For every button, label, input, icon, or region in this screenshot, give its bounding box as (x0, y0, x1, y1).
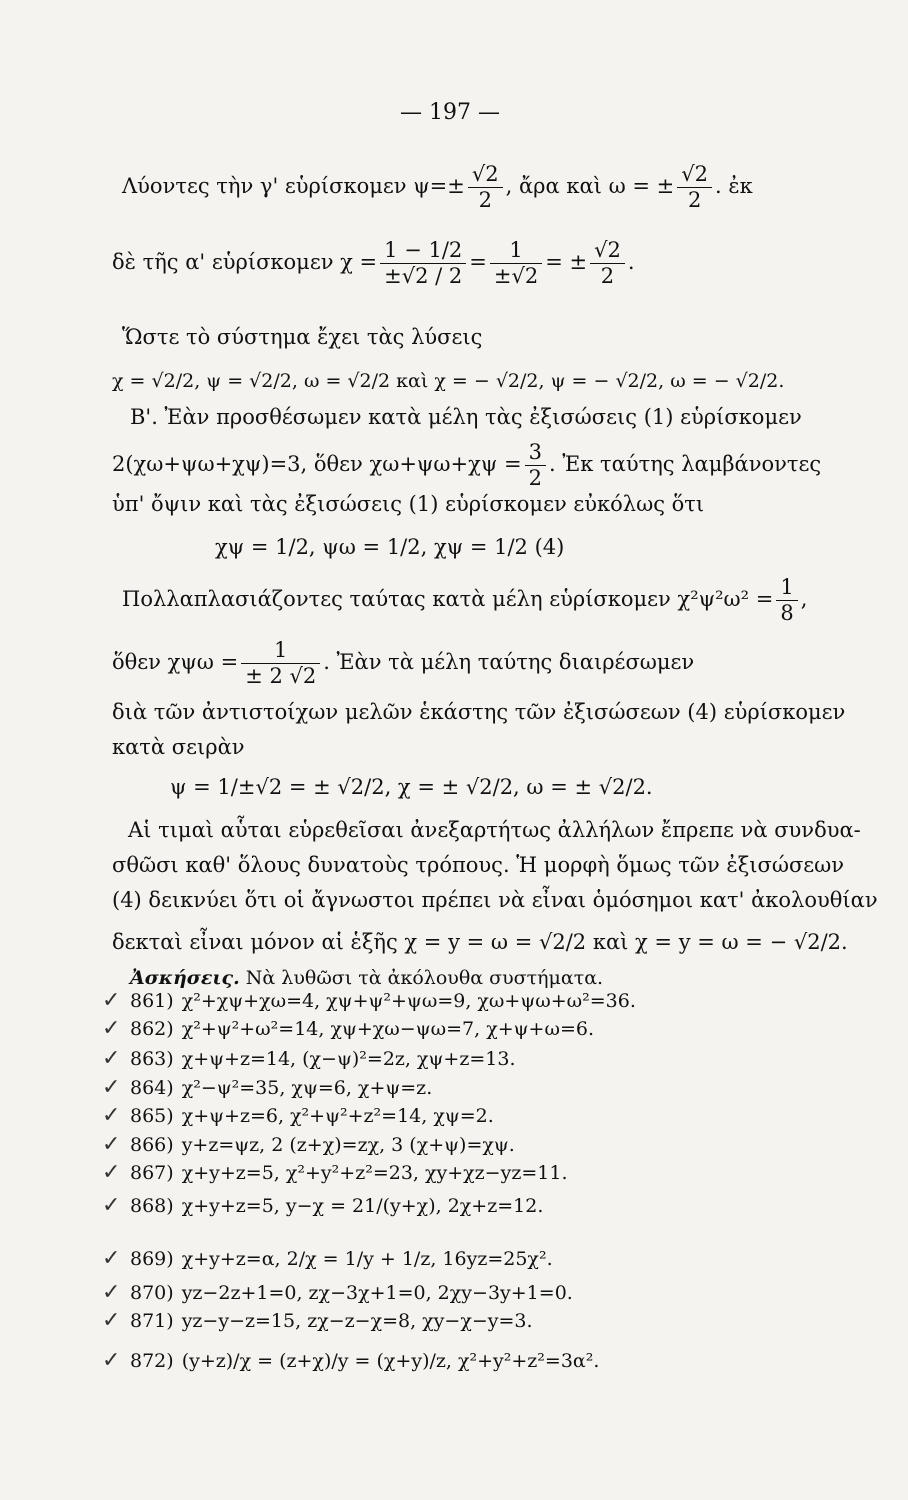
exercise-number: 870) (130, 1282, 174, 1304)
check-mark-icon: ✓ (102, 1132, 121, 1157)
exercise-item (130, 1077, 432, 1100)
exercise-item (130, 1282, 573, 1305)
exercise-equations: (y+z)/χ = (z+χ)/y = (χ+y)/z, χ²+y²+z²=3α². (181, 1350, 600, 1372)
exercise-equations: y+z=ψz, 2 (z+χ)=zχ, 3 (χ+ψ)=χψ. (181, 1134, 515, 1156)
exercise-equations: χ²−ψ²=35, χψ=6, χ+ψ=z. (181, 1077, 433, 1099)
exercise-number: 866) (130, 1134, 174, 1156)
check-mark-icon: ✓ (102, 1103, 121, 1128)
text-line-8: χψ = 1/2, ψω = 1/2, χψ = 1/2 (4) (215, 535, 565, 559)
text-line-9: Πολλαπλασιάζοντες ταύτας κατὰ μέλη εὑρίσκομεν χ²ψ²ω² = $\frac{1}{8}$ , (122, 575, 808, 626)
check-mark-icon: ✓ (102, 1348, 121, 1373)
exercise-number: 872) (130, 1350, 174, 1372)
check-mark-icon: ✓ (102, 1075, 121, 1100)
exercise-item (130, 1162, 568, 1185)
text-line-7: ὑπ' ὄψιν καὶ τὰς ἐξισώσεις (1) εὑρίσκομεν εὐκόλως ὅτι (112, 492, 705, 516)
exercise-number: 865) (130, 1105, 174, 1127)
exercise-number: 868) (130, 1195, 174, 1217)
exercise-equations: χ+ψ+z=6, χ²+ψ²+z²=14, χψ=2. (181, 1105, 494, 1127)
text-line-5: Β'. Ἐὰν προσθέσωμεν κατὰ μέλη τὰς ἐξισώσεις (1) εὑρίσκομεν (130, 405, 802, 429)
exercise-equations: χ²+χψ+χω=4, χψ+ψ²+ψω=9, χω+ψω+ω²=36. (181, 990, 636, 1012)
exercise-item (130, 1350, 599, 1373)
text-line-1: Λύοντες τὴν γ' εὑρίσκομεν ψ=± $\frac{√2}{2}$ , ἄρα καὶ ω = ± $\frac{√2}{2}$ . ἐκ (122, 162, 753, 213)
check-mark-icon: ✓ (102, 1246, 121, 1271)
fraction: $\frac{√2}{2}$ (590, 238, 625, 289)
exercise-number: 863) (130, 1048, 174, 1070)
exercise-equations: yz−2z+1=0, zχ−3χ+1=0, 2χy−3y+1=0. (181, 1282, 573, 1304)
fraction: $\frac{1 - 1/2}{\pm√2 / 2}$ (380, 238, 466, 289)
text-line-13: ψ = 1/±√2 = ± √2/2, χ = ± √2/2, ω = ± √2/2. (170, 775, 653, 799)
exercise-equations: yz−y−z=15, zχ−z−χ=8, χy−χ−y=3. (181, 1310, 533, 1332)
check-mark-icon: ✓ (102, 1308, 121, 1333)
exercise-number: 861) (130, 990, 174, 1012)
text-line-16: (4) δεικνύει ὅτι οἱ ἄγνωστοι πρέπει νὰ εἶναι ὁμόσημοι κατ' ἀκολουθίαν (112, 888, 878, 912)
fraction: $\frac{√2}{2}$ (677, 162, 712, 213)
fraction: $\frac{√2}{2}$ (468, 162, 503, 213)
exercise-item (130, 1018, 594, 1041)
text-line-3: Ὥστε τὸ σύστημα ἔχει τὰς λύσεις (122, 325, 483, 349)
exercise-equations: χ+ψ+z=14, (χ−ψ)²=2z, χψ+z=13. (181, 1048, 516, 1070)
check-mark-icon: ✓ (102, 1046, 121, 1071)
fraction: $\frac{1}{\pm√2}$ (490, 238, 542, 289)
exercise-equations: χ+y+z=5, χ²+y²+z²=23, χy+χz−yz=11. (181, 1162, 568, 1184)
fraction: $\frac{1}{\pm 2 √2}$ (241, 638, 320, 689)
exercise-number: 864) (130, 1077, 174, 1099)
text-line-15: σθῶσι καθ' ὅλους δυνατοὺς τρόπους. Ἡ μορφὴ ὅμως τῶν ἐξισώσεων (112, 853, 845, 877)
exercise-equations: χ+y+z=5, y−χ = 21/(y+χ), 2χ+z=12. (181, 1195, 544, 1217)
exercise-equations: χ+y+z=α, 2/χ = 1/y + 1/z, 16yz=25χ². (181, 1248, 553, 1270)
check-mark-icon: ✓ (102, 1193, 121, 1218)
text-line-10: ὅθεν χψω = $\frac{1}{\pm 2 √2}$ . Ἐὰν τὰ μέλη ταύτης διαιρέσωμεν (112, 638, 695, 689)
text-line-6: 2(χω+ψω+χψ)=3, ὅθεν χω+ψω+χψ = $\frac{3}{2}$ . Ἐκ ταύτης λαμβάνοντες (112, 440, 822, 491)
exercise-number: 862) (130, 1018, 174, 1040)
check-mark-icon: ✓ (102, 1016, 121, 1041)
fraction: $\frac{1}{8}$ (776, 575, 797, 626)
check-mark-icon: ✓ (102, 988, 121, 1013)
exercises-heading: Ἀσκήσεις. Νὰ λυθῶσι τὰ ἀκόλουθα συστήματα. (130, 967, 604, 989)
exercise-number: 869) (130, 1248, 174, 1270)
text-line-4: χ = √2/2, ψ = √2/2, ω = √2/2 καὶ χ = − √2/2, ψ = − √2/2, ω = − √2/2. (112, 370, 785, 392)
text-line-12: κατὰ σειρὰν (112, 735, 245, 759)
text-line-14: Αἱ τιμαὶ αὗται εὑρεθεῖσαι ἀνεξαρτήτως ἀλλήλων ἔπρεπε νὰ συνδυα- (128, 818, 861, 842)
exercise-equations: χ²+ψ²+ω²=14, χψ+χω−ψω=7, χ+ψ+ω=6. (181, 1018, 594, 1040)
exercise-number: 871) (130, 1310, 174, 1332)
exercise-item (130, 990, 636, 1013)
exercise-item (130, 1310, 533, 1333)
exercise-item (130, 1048, 515, 1071)
check-mark-icon: ✓ (102, 1160, 121, 1185)
exercise-item (130, 1134, 515, 1157)
text-line-17: δεκταὶ εἶναι μόνον αἱ ἑξῆς χ = y = ω = √2/2 καὶ χ = y = ω = − √2/2. (112, 930, 848, 954)
exercise-number: 867) (130, 1162, 174, 1184)
page-number: — 197 — (400, 100, 500, 125)
check-mark-icon: ✓ (102, 1280, 121, 1305)
exercise-item (130, 1105, 494, 1128)
exercise-item (130, 1248, 553, 1271)
exercise-item (130, 1195, 543, 1218)
text-line-11: διὰ τῶν ἀντιστοίχων μελῶν ἑκάστης τῶν ἐξισώσεων (4) εὑρίσκομεν (112, 700, 846, 724)
text-line-2: δὲ τῆς α' εὑρίσκομεν χ = $\frac{1 - 1/2}{\pm√2 / 2}$ = $\frac{1}{\pm√2}$ = ± $\frac{√2}{2}$ . (112, 238, 635, 289)
fraction: $\frac{3}{2}$ (525, 440, 546, 491)
